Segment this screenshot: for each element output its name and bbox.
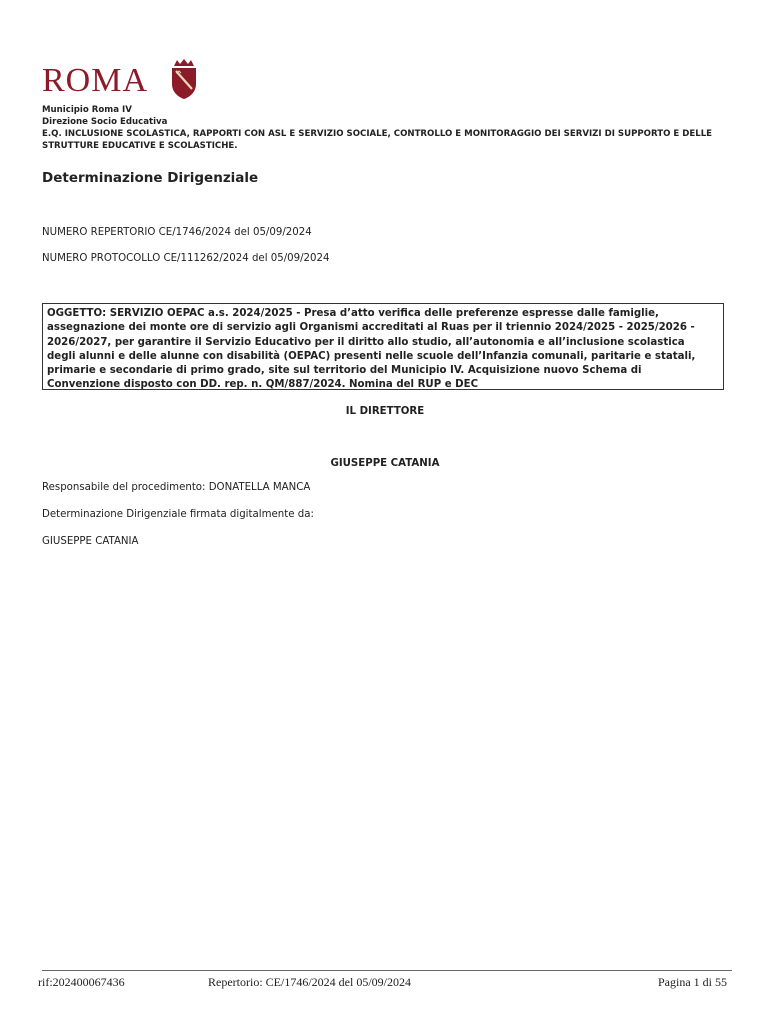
ufficio-line-1: E.Q. INCLUSIONE SCOLASTICA, RAPPORTI CON ASL E SERVIZIO SOCIALE, CONTROLLO E MONITORAGGIO DEI SERVIZI DI SUPPORTO E DELLE [42, 129, 713, 139]
responsabile-line: Responsabile del procedimento: DONATELLA MANCA [42, 482, 311, 493]
roma-logo-wordmark: ROMA [42, 62, 149, 99]
director-heading: IL DIRETTORE [345, 406, 425, 417]
document-title: Determinazione Dirigenziale [42, 170, 259, 186]
protocollo-number: NUMERO PROTOCOLLO CE/111262/2024 del 05/09/2024 [42, 253, 330, 264]
signed-by-line: Determinazione Dirigenziale firmata digitalmente da: [42, 509, 314, 520]
footer-rif: rif:202400067436 [38, 975, 125, 989]
subject-line: assegnazione dei monte ore di servizio agli Organismi accreditati al Ruas per il triennio 2024/2025 - 2025/2026 - [47, 322, 695, 334]
roma-crest-icon [168, 58, 200, 100]
office-header [42, 104, 732, 152]
subject-line: OGGETTO: SERVIZIO OEPAC a.s. 2024/2025 - Presa d’atto verifica delle preferenze espresse dalle famiglie, [47, 308, 659, 319]
footer-repertorio: Repertorio: CE/1746/2024 del 05/09/2024 [208, 975, 411, 989]
subject-line: degli alunni e delle alunne con disabilità (OEPAC) presenti nelle scuole dell’Infanzia comunali, paritarie e statali, [47, 350, 696, 362]
ufficio-line-2: STRUTTURE EDUCATIVE E SCOLASTICHE. [42, 141, 238, 151]
footer-page-number: Pagina 1 di 55 [658, 975, 727, 989]
subject-box [42, 303, 724, 390]
subject-line: 2026/2027, per garantire il Servizio Educativo per il diritto allo studio, all’autonomia e all’inclusione scolastica [47, 336, 685, 348]
subject-line: Convenzione disposto con DD. rep. n. QM/887/2024. Nomina del RUP e DEC [47, 379, 479, 391]
signer-name: GIUSEPPE CATANIA [42, 536, 139, 547]
director-name: GIUSEPPE CATANIA [330, 458, 440, 469]
subject-line: primarie e secondarie di primo grado, site sul territorio del Municipio IV. Acquisizione nuovo Schema di [47, 365, 642, 377]
repertorio-number: NUMERO REPERTORIO CE/1746/2024 del 05/09/2024 [42, 227, 312, 238]
municipio-line: Municipio Roma IV [42, 105, 132, 115]
footer-divider [42, 970, 732, 971]
direzione-line: Direzione Socio Educativa [42, 117, 168, 127]
